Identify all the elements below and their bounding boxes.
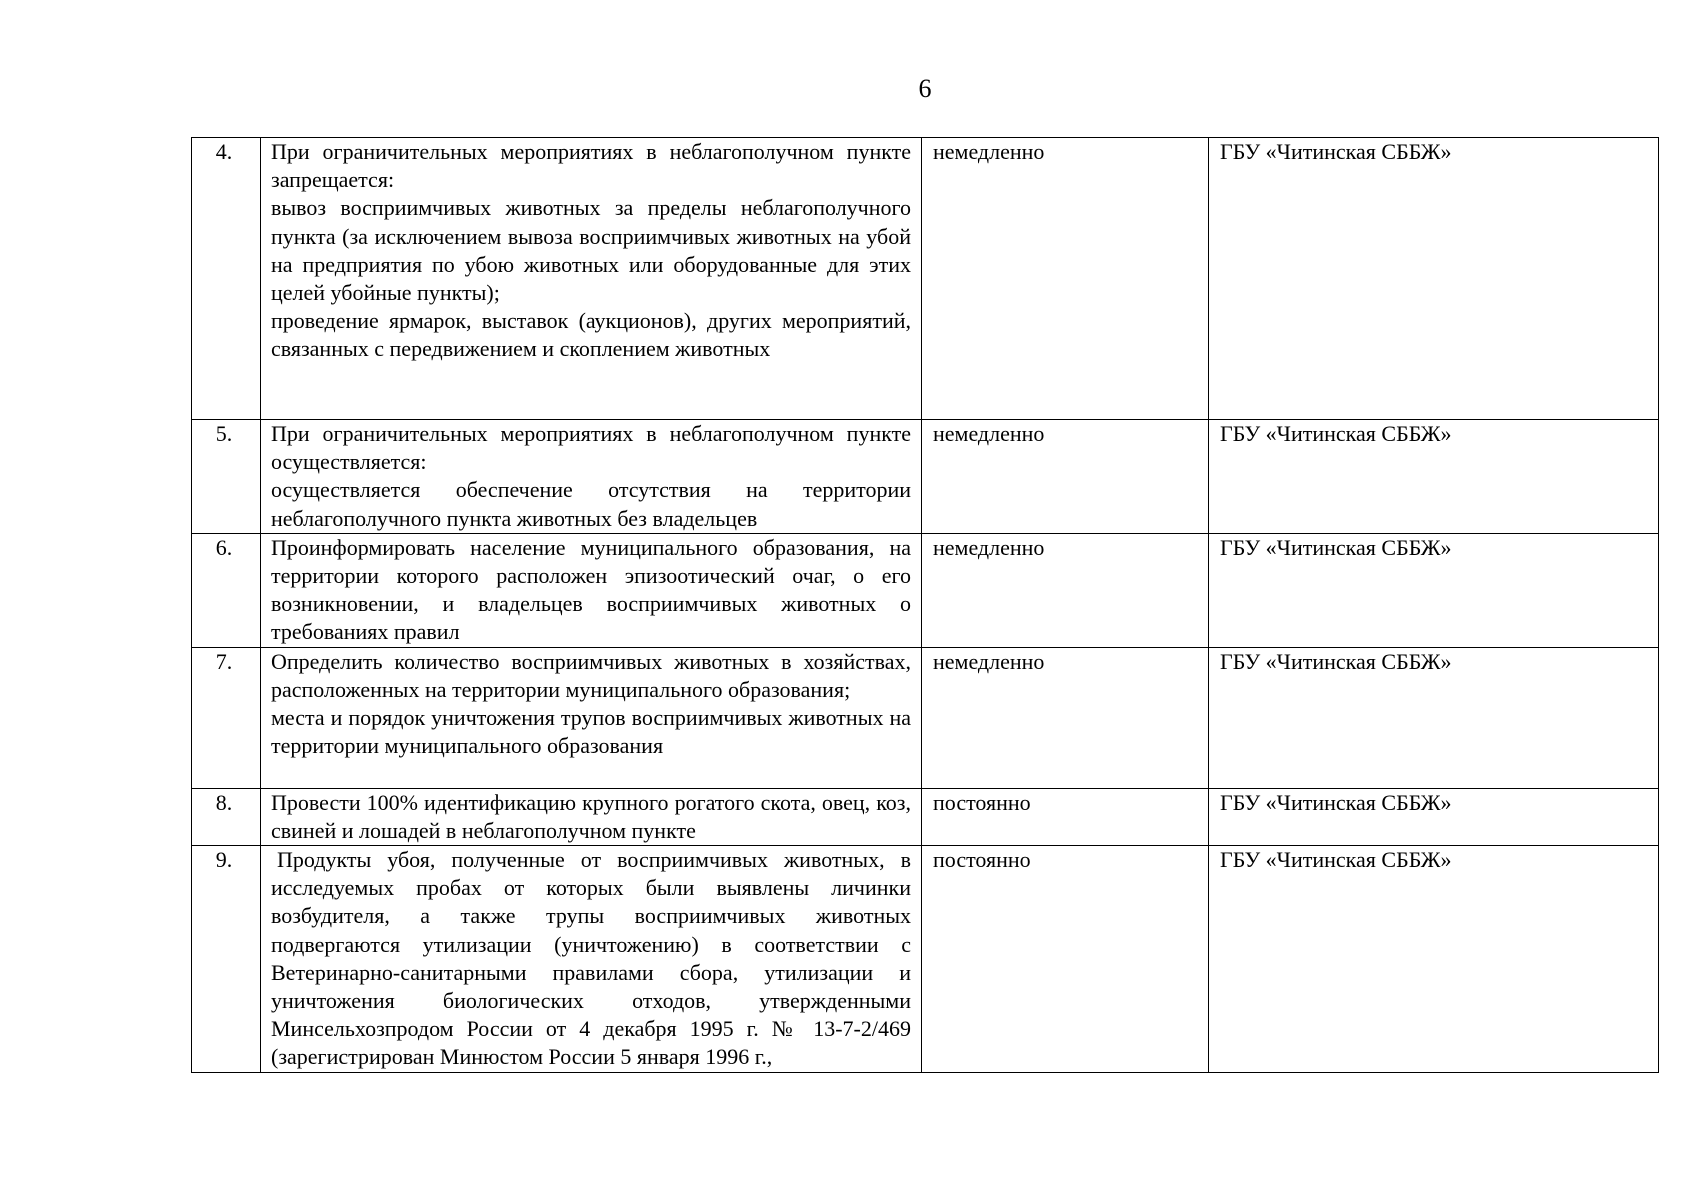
row-number: 5. <box>192 420 261 534</box>
action-paragraph: места и порядок уничтожения трупов восприимчивых животных на территории муниципального образования <box>271 705 911 759</box>
measures-table <box>191 137 1659 1073</box>
term-cell: немедленно <box>922 138 1209 420</box>
action-paragraph: вывоз восприимчивых животных за пределы неблагополучного пункта (за исключением вывоза восприимчивых животных на убой на предприятия по убою животных или оборудованные для этих целей убойные пункты); <box>271 195 911 306</box>
term-cell: постоянно <box>922 846 1209 1073</box>
action-paragraph: При ограничительных мероприятиях в неблагополучном пункте осуществляется: <box>271 421 911 475</box>
action-cell <box>261 788 922 845</box>
responsible-cell: ГБУ «Читинская СББЖ» <box>1209 788 1659 845</box>
action-cell <box>261 420 922 534</box>
responsible-cell: ГБУ «Читинская СББЖ» <box>1209 420 1659 534</box>
term-cell: немедленно <box>922 533 1209 647</box>
action-paragraph: Провести 100% идентификацию крупного рогатого скота, овец, коз, свиней и лошадей в неблагополучном пункте <box>271 789 911 843</box>
action-cell <box>261 846 922 1073</box>
row-number: 8. <box>192 788 261 845</box>
action-paragraph: проведение ярмарок, выставок (аукционов), других мероприятий, связанных с передвижением и скоплением животных <box>271 308 911 362</box>
term-cell: немедленно <box>922 647 1209 788</box>
table-row <box>192 420 1659 534</box>
action-cell <box>261 533 922 647</box>
term-cell: немедленно <box>922 420 1209 534</box>
row-number: 4. <box>192 138 261 420</box>
responsible-cell: ГБУ «Читинская СББЖ» <box>1209 846 1659 1073</box>
row-number: 6. <box>192 533 261 647</box>
action-paragraph: Определить количество восприимчивых животных в хозяйствах, расположенных на территории муниципального образования; <box>271 648 911 702</box>
action-paragraph: Продукты убоя, полученные от восприимчивых животных, в исследуемых пробах от которых были выявлены личинки возбудителя, а также трупы восприимчивых животных подвергаются утилизации (уничтожению) в соответствии с Ветеринарно-санитарными правилами сбора, утилизации и уничтожения биологических отходов, утвержденными Минсельхозпродом России от 4 декабря 1995 г. № 13-7-2/469 (зарегистрирован Минюстом России 5 января 1996 г., <box>271 847 911 1070</box>
responsible-cell: ГБУ «Читинская СББЖ» <box>1209 533 1659 647</box>
table-row <box>192 533 1659 647</box>
table-row <box>192 647 1659 788</box>
responsible-cell: ГБУ «Читинская СББЖ» <box>1209 647 1659 788</box>
row-number: 7. <box>192 647 261 788</box>
term-cell: постоянно <box>922 788 1209 845</box>
page-number: 6 <box>918 74 932 103</box>
action-paragraph: осуществляется обеспечение отсутствия на территории неблагополучного пункта животных без владельцев <box>271 477 911 531</box>
table-row <box>192 788 1659 845</box>
table-row <box>192 846 1659 1073</box>
row-number: 9. <box>192 846 261 1073</box>
action-paragraph: При ограничительных мероприятиях в неблагополучном пункте запрещается: <box>271 139 911 193</box>
action-paragraph: Проинформировать население муниципального образования, на территории которого расположен эпизоотический очаг, о его возникновении, и владельцев восприимчивых животных о требованиях правил <box>271 534 911 645</box>
action-cell <box>261 647 922 788</box>
responsible-cell: ГБУ «Читинская СББЖ» <box>1209 138 1659 420</box>
table-row <box>192 138 1659 420</box>
action-cell <box>261 138 922 420</box>
